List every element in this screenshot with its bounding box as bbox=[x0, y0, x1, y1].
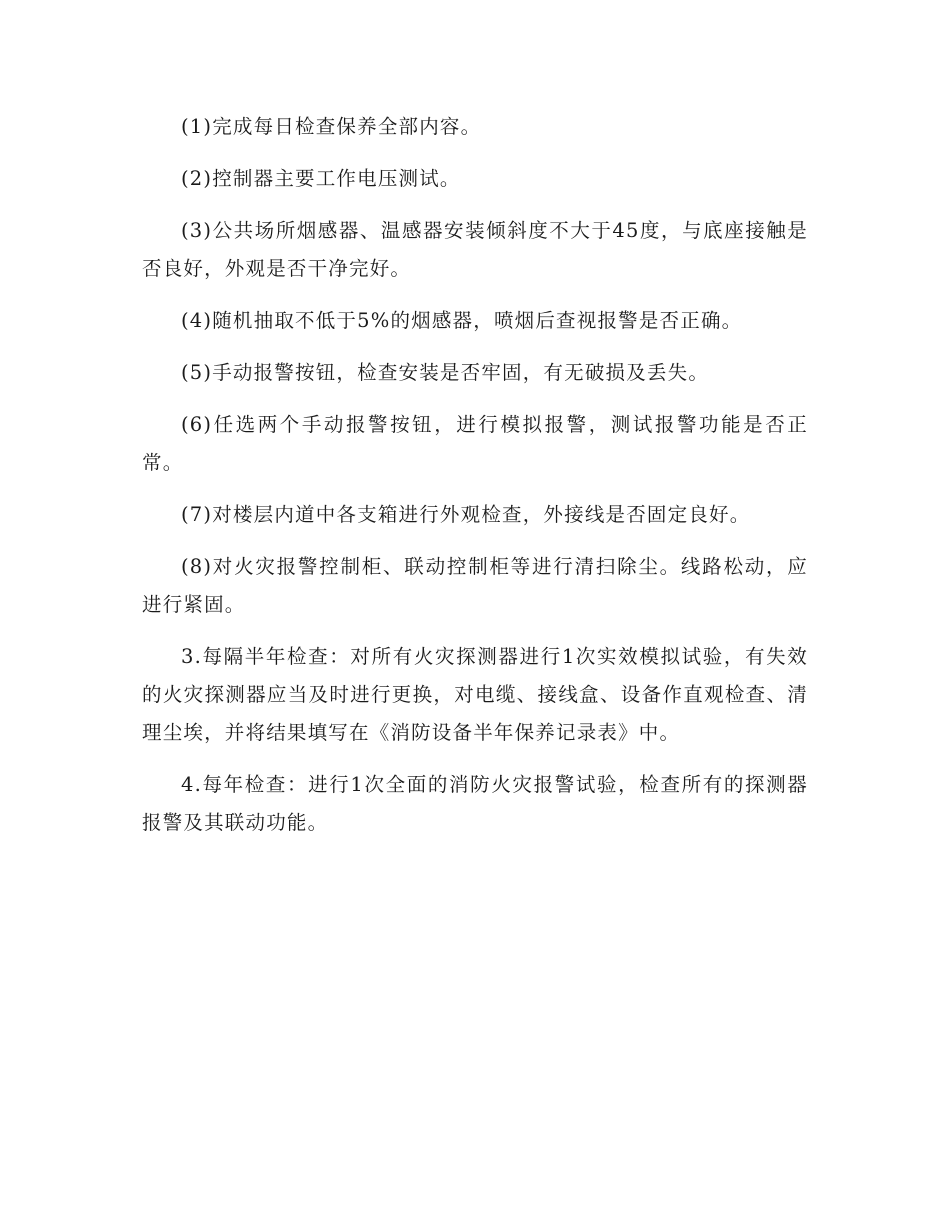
paragraph-section-3: 3.每隔半年检查：对所有火灾探测器进行1次实效模拟试验，有失效的火灾探测器应当及时进行更换，对电缆、接线盒、设备作直观检查、清理尘埃，并将结果填写在《消防设备半年保养记录表》中。 bbox=[142, 645, 808, 744]
paragraph-item-3: (3)公共场所烟感器、温感器安装倾斜度不大于45度，与底座接触是否良好，外观是否干净完好。 bbox=[142, 219, 808, 280]
paragraph-item-4: (4)随机抽取不低于5%的烟感器，喷烟后查视报警是否正确。 bbox=[181, 309, 743, 332]
paragraph-item-7: (7)对楼层内道中各支箱进行外观检查，外接线是否固定良好。 bbox=[181, 503, 751, 526]
paragraph-item-6: (6)任选两个手动报警按钮，进行模拟报警，测试报警功能是否正常。 bbox=[142, 413, 808, 474]
paragraph-item-1: (1)完成每日检查保养全部内容。 bbox=[181, 115, 482, 138]
document-page bbox=[142, 108, 808, 856]
paragraph-item-5: (5)手动报警按钮，检查安装是否牢固，有无破损及丢失。 bbox=[181, 361, 710, 384]
paragraph-item-8: (8)对火灾报警控制柜、联动控制柜等进行清扫除尘。线路松动，应进行紧固。 bbox=[142, 555, 808, 616]
paragraph-section-4: 4.每年检查：进行1次全面的消防火灾报警试验，检查所有的探测器报警及其联动功能。 bbox=[142, 773, 808, 834]
paragraph-item-2: (2)控制器主要工作电压测试。 bbox=[181, 167, 461, 190]
